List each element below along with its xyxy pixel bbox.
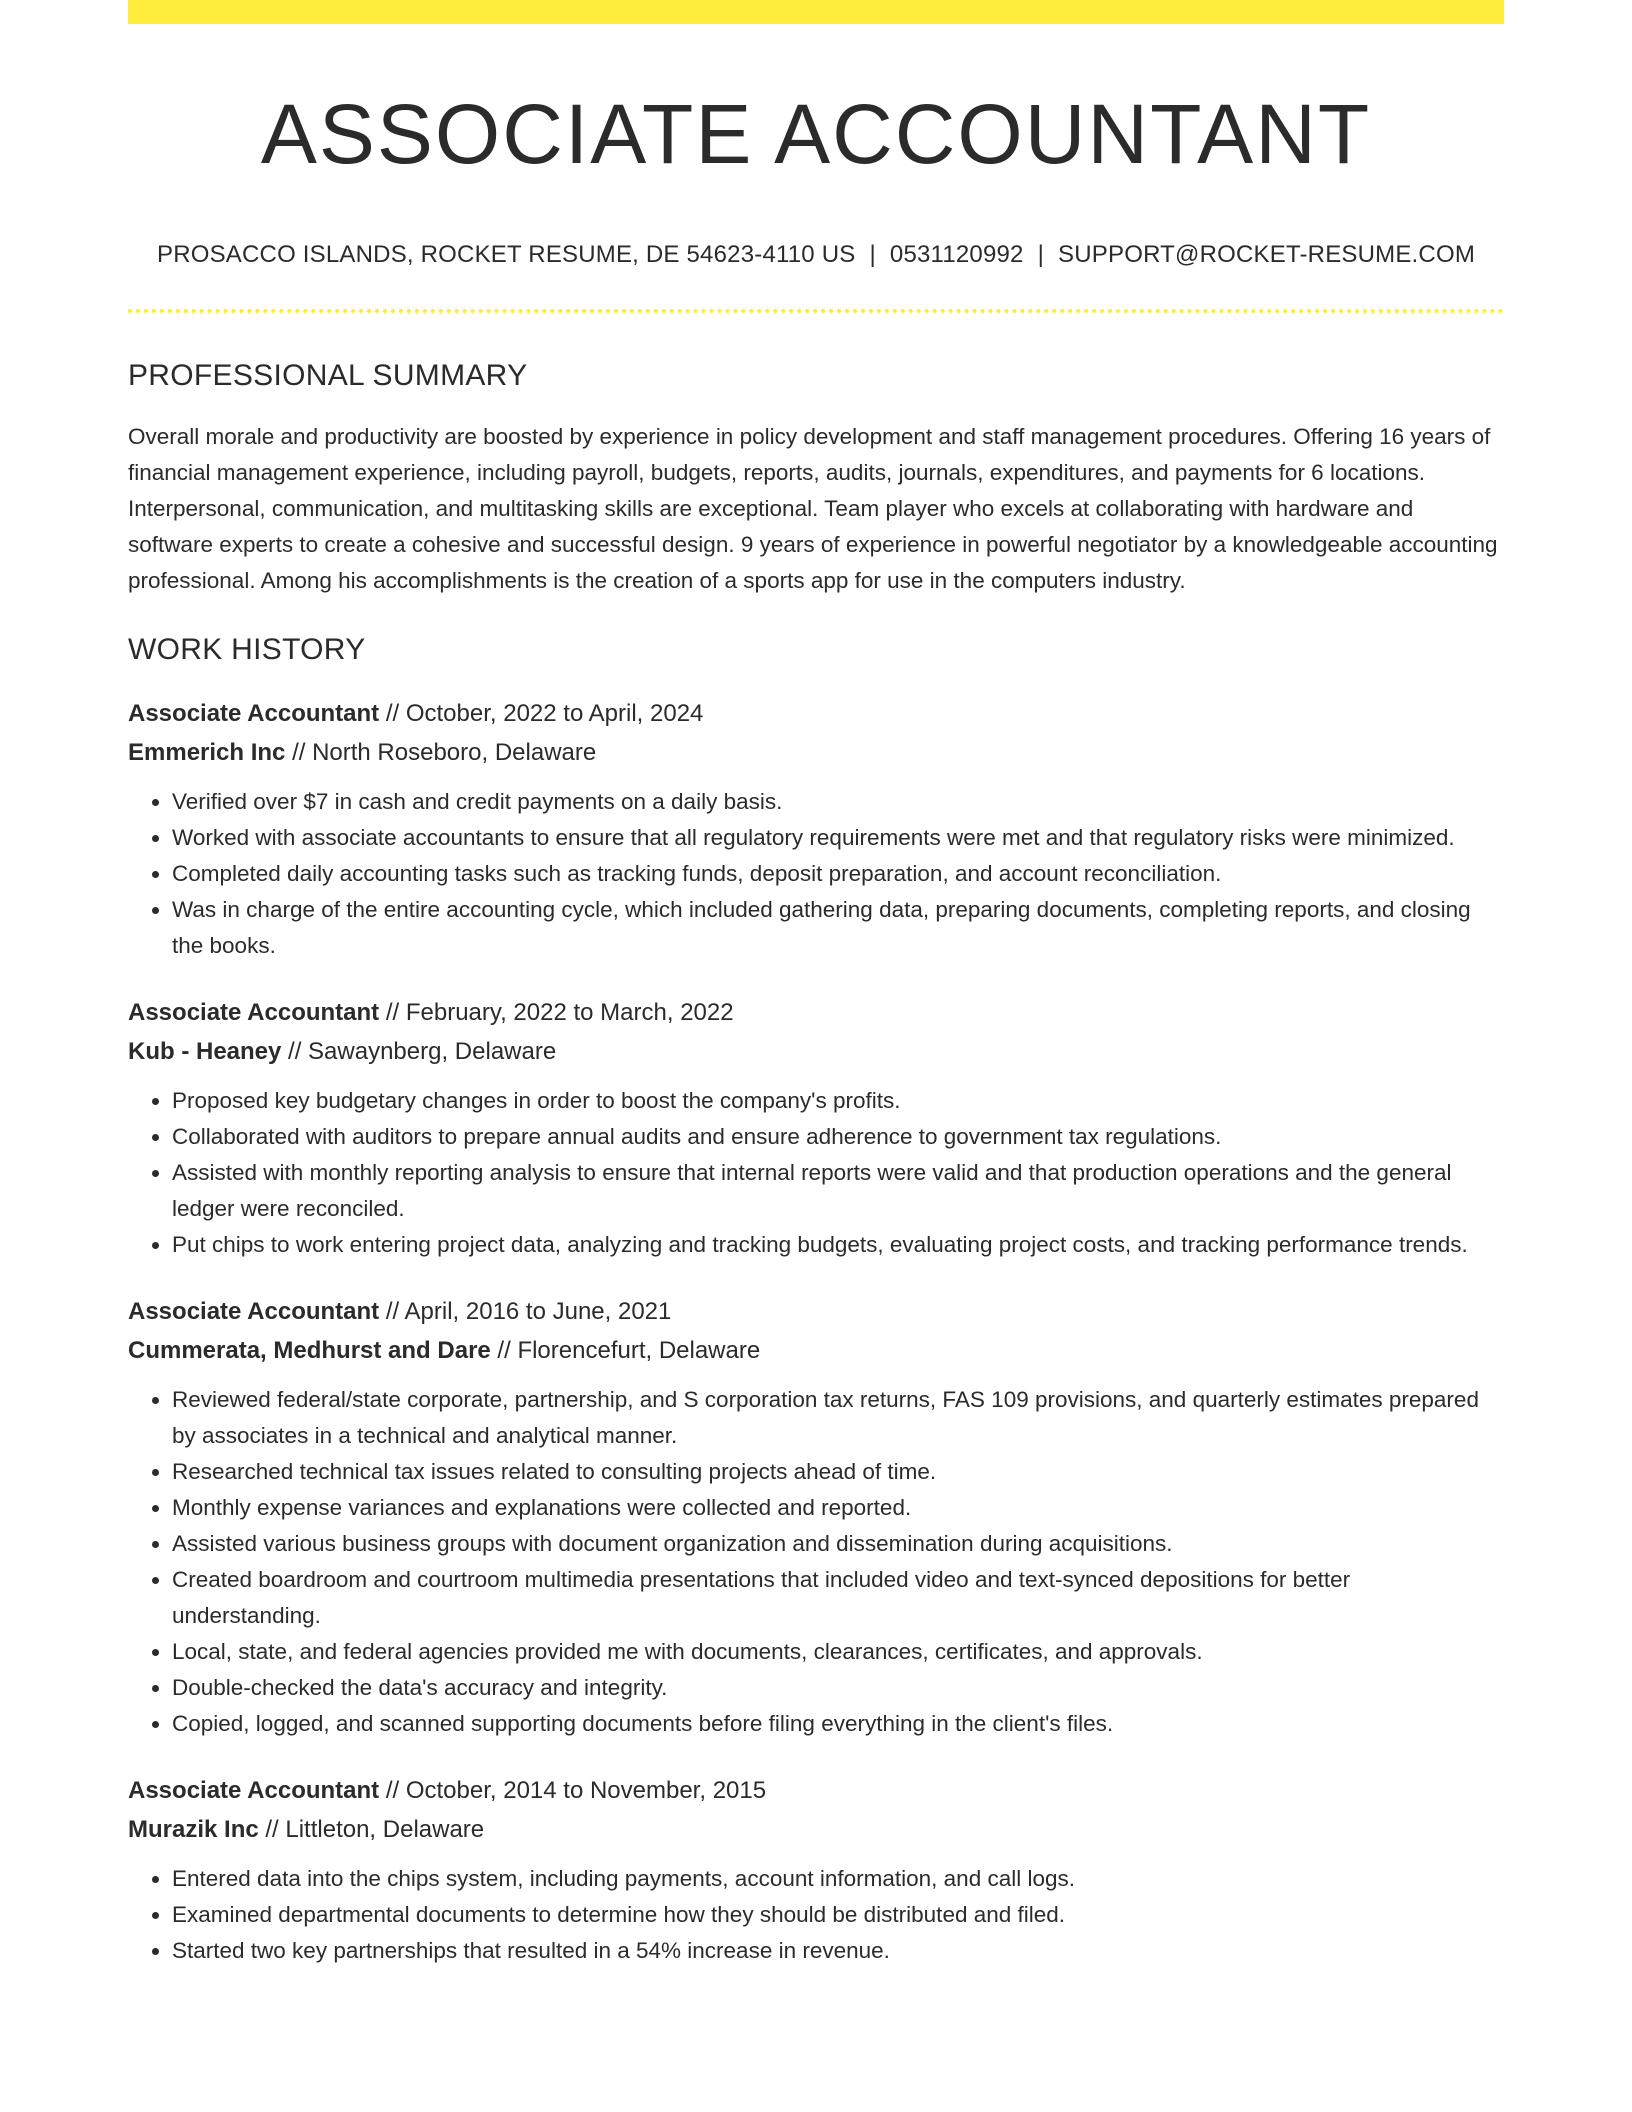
- work-history-heading: WORK HISTORY: [128, 632, 366, 666]
- job-title-line: [128, 993, 1504, 1032]
- page-title: ASSOCIATE ACCOUNTANT: [260, 87, 1372, 181]
- job-entry: [128, 1292, 1504, 1742]
- job-company: Emmerich Inc: [128, 738, 286, 766]
- job-bullet: • Assisted various business groups with document organization and dissemination during acquisitions.: [172, 1526, 1504, 1562]
- summary-heading: PROFESSIONAL SUMMARY: [128, 358, 528, 392]
- job-entry: [128, 1771, 1504, 1969]
- job-bullet: • Entered data into the chips system, including payments, account information, and call logs.: [172, 1861, 1504, 1897]
- job-bullets: [128, 1861, 1504, 1969]
- job-bullet: • Assisted with monthly reporting analysis to ensure that internal reports were valid and that production operations and the general ledger were reconciled.: [172, 1155, 1504, 1227]
- resume-page: [128, 0, 1504, 1969]
- job-location: // Florencefurt, Delaware: [490, 1336, 761, 1364]
- contact-line: [128, 241, 1504, 270]
- job-bullet: • Local, state, and federal agencies provided me with documents, clearances, certificates, and approvals.: [172, 1634, 1504, 1670]
- job-bullet: • Double-checked the data's accuracy and integrity.: [172, 1670, 1504, 1706]
- job-company: Cummerata, Medhurst and Dare: [128, 1336, 491, 1364]
- job-bullet: • Copied, logged, and scanned supporting documents before filing everything in the client's files.: [172, 1706, 1504, 1742]
- job-location: // North Roseboro, Delaware: [285, 738, 597, 766]
- job-entry: [128, 993, 1504, 1263]
- contact-phone: 0531120992: [889, 240, 1024, 268]
- job-location: // Sawaynberg, Delaware: [281, 1037, 557, 1065]
- job-bullet: • Proposed key budgetary changes in order to boost the company's profits.: [172, 1083, 1504, 1119]
- job-bullet: • Started two key partnerships that resulted in a 54% increase in revenue.: [172, 1933, 1504, 1969]
- contact-separator: |: [869, 240, 876, 268]
- job-bullet: • Examined departmental documents to determine how they should be distributed and filed.: [172, 1897, 1504, 1933]
- job-bullet: • Researched technical tax issues related to consulting projects ahead of time.: [172, 1454, 1504, 1490]
- job-bullet: • Monthly expense variances and explanations were collected and reported.: [172, 1490, 1504, 1526]
- job-bullet: • Worked with associate accountants to ensure that all regulatory requirements were met and that regulatory risks were minimized.: [172, 820, 1504, 856]
- contact-address: PROSACCO ISLANDS, ROCKET RESUME, DE 54623-4110 US: [156, 240, 856, 268]
- job-company: Murazik Inc: [128, 1815, 259, 1843]
- job-bullet: • Reviewed federal/state corporate, partnership, and S corporation tax returns, FAS 109 provisions, and quarterly estimates prepared by associates in a technical and analytical manner.: [172, 1382, 1504, 1454]
- job-company-line: [128, 1810, 1504, 1849]
- job-bullet: • Created boardroom and courtroom multimedia presentations that included video and text-synced depositions for better understanding.: [172, 1562, 1504, 1634]
- job-company: Kub - Heaney: [128, 1037, 282, 1065]
- job-company-line: [128, 1331, 1504, 1370]
- job-role: Associate Accountant: [128, 1776, 380, 1804]
- job-title-line: [128, 1771, 1504, 1810]
- job-dates: // October, 2014 to November, 2015: [379, 1776, 767, 1804]
- summary-text: Overall morale and productivity are boosted by experience in policy development and staff management procedures. Offering 16 years of financial management experience, including payroll, budgets, reports, audits, journals, expenditures, and payments for 6 locations. Interpersonal, communication, and multitasking skills are exceptional. Team player who excels at collaborating with hardware and software experts to create a cohesive and successful design. 9 years of experience in powerful negotiator by a knowledgeable accounting professional. Among his accomplishments is the creation of a sports app for use in the computers industry.: [128, 423, 1498, 593]
- job-bullets: [128, 1382, 1504, 1742]
- job-bullet: • Collaborated with auditors to prepare annual audits and ensure adherence to government tax regulations.: [172, 1119, 1504, 1155]
- job-title-line: [128, 694, 1504, 733]
- contact-separator: |: [1037, 240, 1045, 268]
- job-bullet: • Verified over $7 in cash and credit payments on a daily basis.: [172, 784, 1504, 820]
- job-company-line: [128, 733, 1504, 772]
- job-role: Associate Accountant: [128, 699, 380, 727]
- job-title-line: [128, 1292, 1504, 1331]
- job-bullet: • Put chips to work entering project data, analyzing and tracking budgets, evaluating project costs, and tracking performance trends.: [172, 1227, 1504, 1263]
- job-dates: // February, 2022 to March, 2022: [379, 998, 734, 1026]
- job-bullets: [128, 1083, 1504, 1263]
- job-dates: // October, 2022 to April, 2024: [379, 699, 704, 727]
- accent-top-bar: [128, 0, 1504, 24]
- job-location: // Littleton, Delaware: [258, 1815, 485, 1843]
- job-bullet: • Completed daily accounting tasks such as tracking funds, deposit preparation, and account reconciliation.: [172, 856, 1504, 892]
- job-dates: // April, 2016 to June, 2021: [379, 1297, 672, 1325]
- job-role: Associate Accountant: [128, 1297, 380, 1325]
- contact-email: SUPPORT@ROCKET-RESUME.COM: [1058, 240, 1476, 268]
- job-bullet: • Was in charge of the entire accounting cycle, which included gathering data, preparing documents, completing reports, and closing the books.: [172, 892, 1504, 964]
- dotted-divider: [128, 309, 1504, 313]
- job-company-line: [128, 1032, 1504, 1071]
- job-bullets: [128, 784, 1504, 964]
- job-role: Associate Accountant: [128, 998, 380, 1026]
- job-entry: [128, 694, 1504, 964]
